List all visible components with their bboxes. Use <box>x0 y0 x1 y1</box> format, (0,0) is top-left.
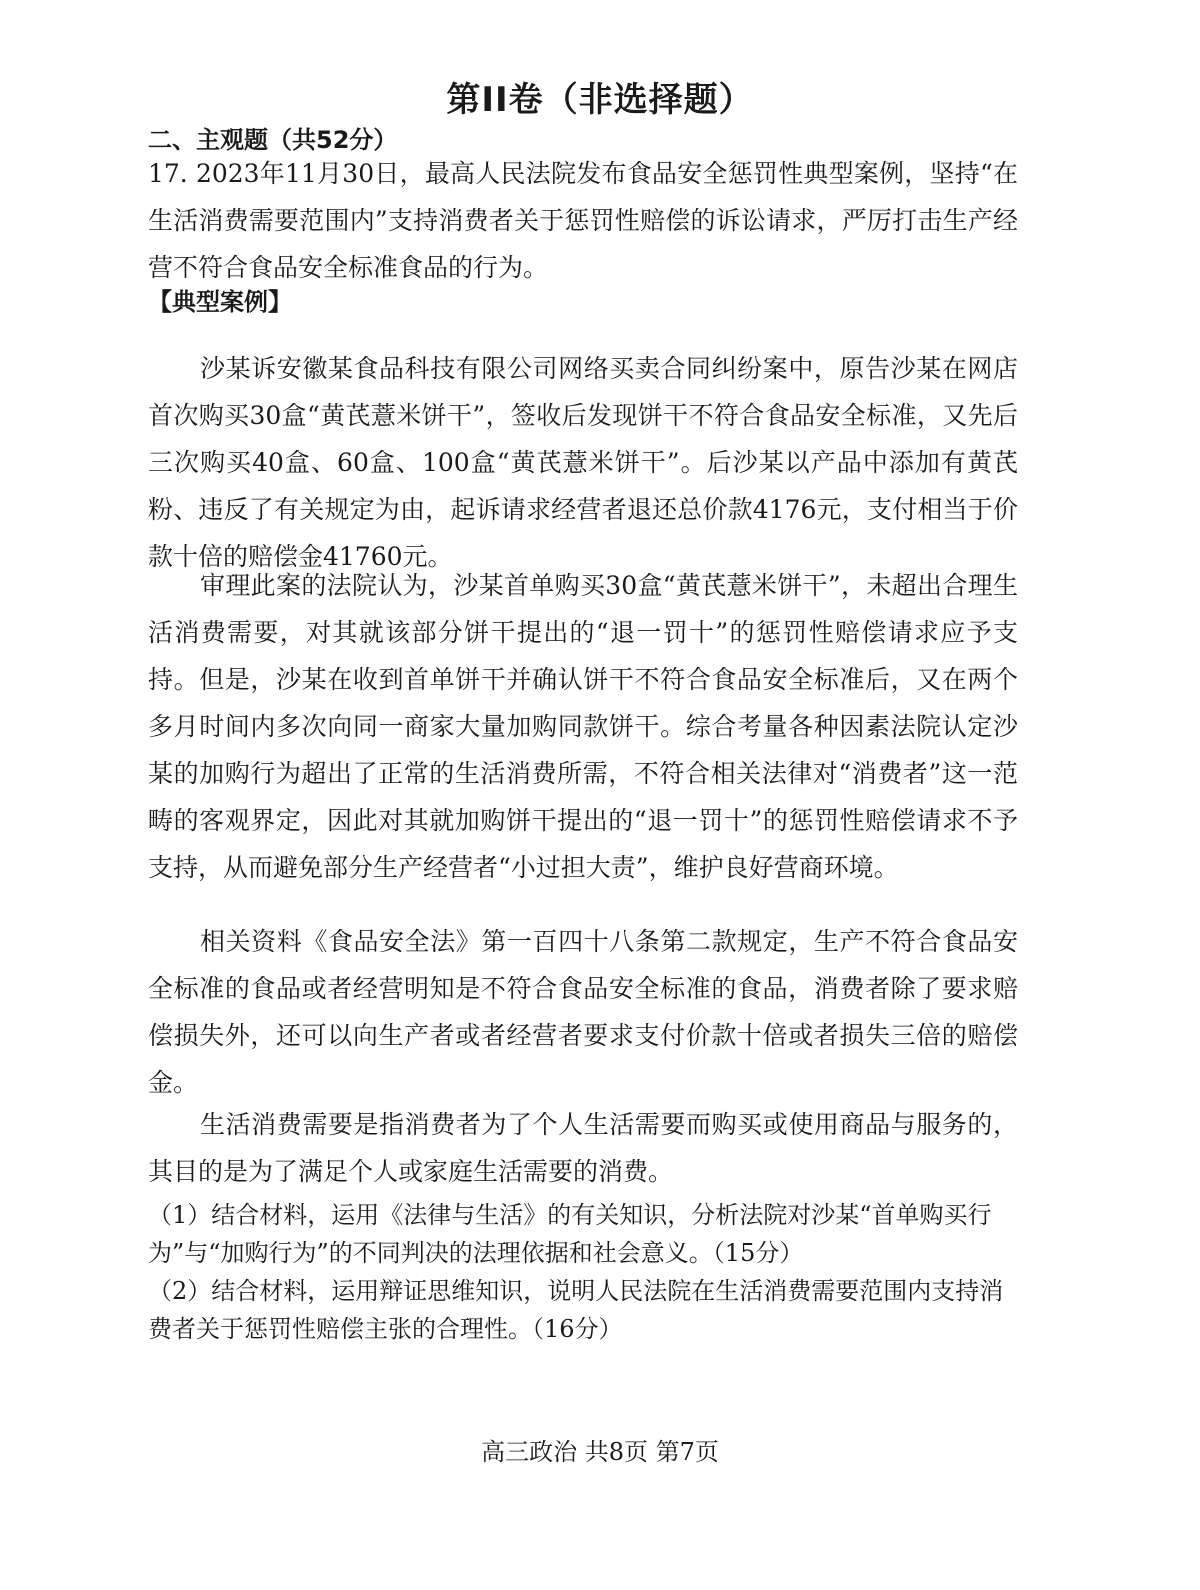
definition-paragraph: 生活消费需要是指消费者为了个人生活需要而购买或使用商品与服务的，其目的是为了满足个人或家庭生活需要的消费。 <box>148 1110 1018 1186</box>
case-paragraph-2: 审理此案的法院认为，沙某首单购买30盒“黄芪薏米饼干”，未超出合理生活消费需要，对其就该部分饼干提出的“退一罚十”的惩罚性赔偿请求应予支持。但是，沙某在收到首单饼干并确认饼干不符合食品安全标准后，又在两个多月时间内多次向同一商家大量加购同款饼干。综合考量各种因素法院认定沙某的加购行为超出了正常的生活消费所需，不符合相关法律对“消费者”这一范畴的客观界定，因此对其就加购饼干提出的“退一罚十”的惩罚性赔偿请求不予支持，从而避免部分生产经营者“小过担大责”，维护良好营商环境。 <box>148 571 1018 882</box>
sub-question-2: （2）结合材料，运用辩证思维知识，说明人民法院在生活消费需要范围内支持消费者关于惩罚性赔偿主张的合理性。（16分） <box>148 1277 1004 1343</box>
question-17-intro: 17. 2023年11月30日，最高人民法院发布食品安全惩罚性典型案例，坚持“在生活消费需要范围内”支持消费者关于惩罚性赔偿的诉讼请求，严厉打击生产经营不符合食品安全标准食品的行为。 <box>148 159 1018 282</box>
case-paragraph-1: 沙某诉安徽某食品科技有限公司网络买卖合同纠纷案中，原告沙某在网店首次购买30盒“黄芪薏米饼干”，签收后发现饼干不符合食品安全标准，又先后三次购买40盒、60盒、100盒“黄芪薏米饼干”。后沙某以产品中添加有黄芪粉、违反了有关规定为由，起诉请求经营者退还总价款4176元，支付相当于价款十倍的赔偿金41760元。 <box>148 354 1018 571</box>
volume-title: 第II卷（非选择题） <box>446 80 754 120</box>
sub-question-1: （1）结合材料，运用《法律与生活》的有关知识，分析法院对沙某“首单购买行为”与“加购行为”的不同判决的法理依据和社会意义。（15分） <box>148 1201 992 1267</box>
related-law-paragraph: 相关资料《食品安全法》第一百四十八条第二款规定，生产不符合食品安全标准的食品或者经营明知是不符合食品安全标准的食品，消费者除了要求赔偿损失外，还可以向生产者或者经营者要求支付价款十倍或者损失三倍的赔偿金。 <box>148 927 1018 1097</box>
section-heading: 二、主观题（共52分） <box>148 126 398 154</box>
page-footer: 高三政治 共8页 第7页 <box>481 1438 719 1466</box>
case-heading: 【典型案例】 <box>148 288 292 316</box>
